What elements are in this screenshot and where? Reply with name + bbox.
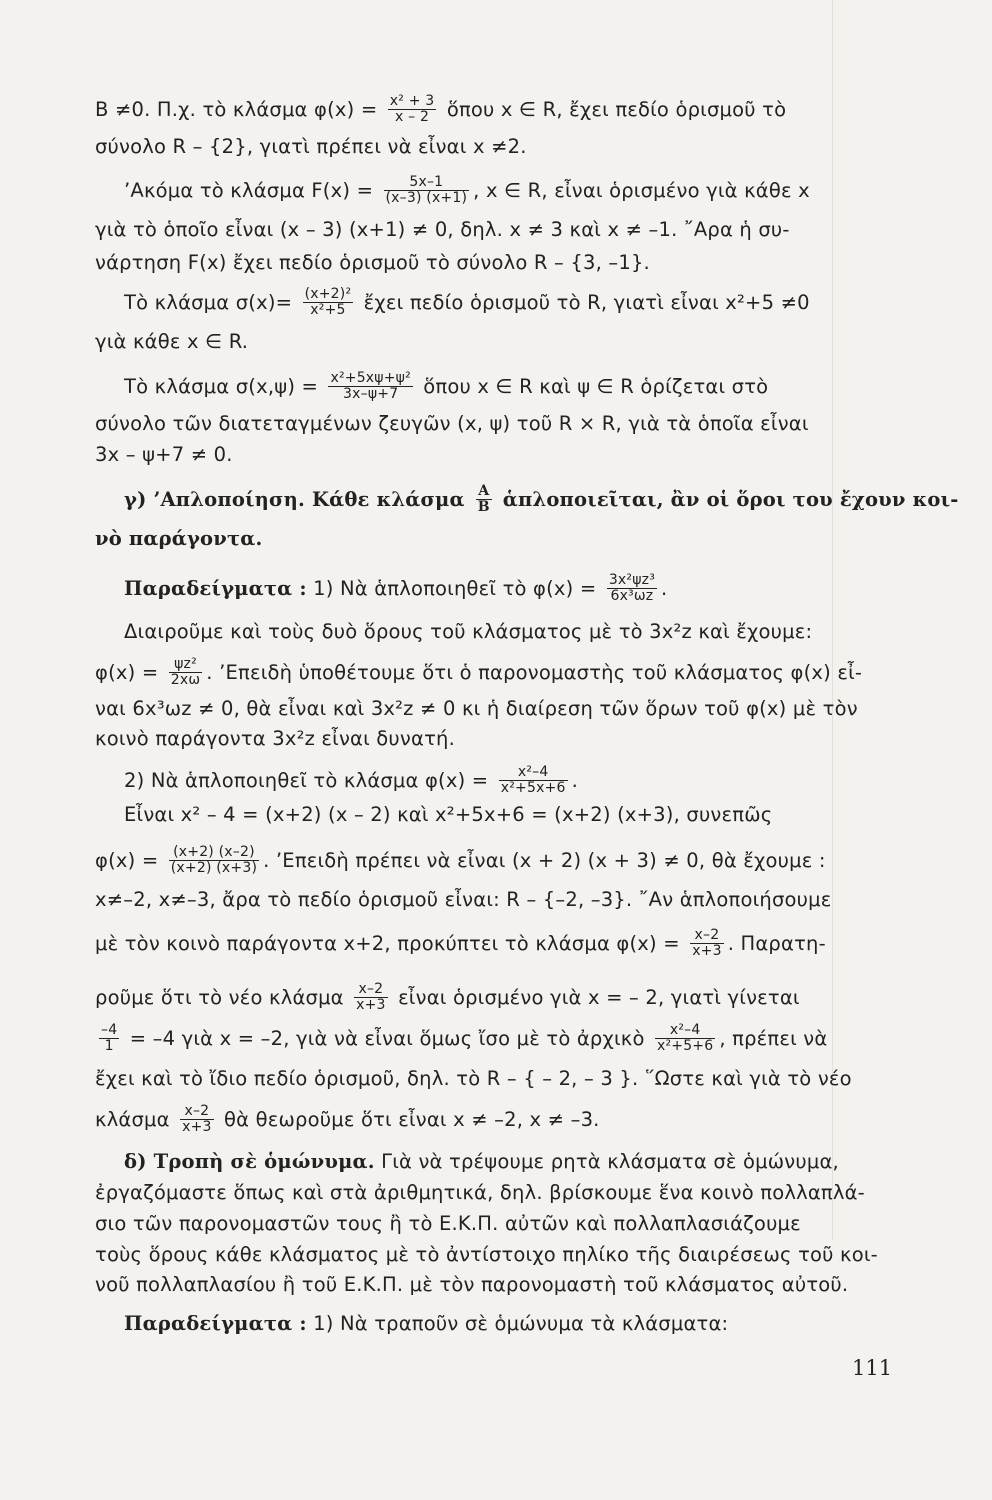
fraction: $\frac{(x+2) (x-2)}{(x+2) (x+3)}$ [170,844,258,876]
fraction: $\frac{\text{(x+2)²}}{\text{x²+5}}$ [304,286,352,318]
fraction: $\frac{A}{B}$ [477,483,490,515]
fraction: $\frac{x-2}{x+3}$ [692,927,722,959]
fraction: $\frac{x-2}{x+3}$ [182,1103,212,1135]
text-line: B ≠0. Π.χ. τὸ κλάσμα φ(x) = $\frac{\text{x² + 3}}{x - 2}$ ὅπου x ∈ R, ἔχει πεδίο ὁρισμοῦ τὸ [95,93,787,125]
text-line: κοινὸ παράγοντα 3x²z εἶναι δυνατή. [95,727,455,750]
text-line: Τὸ κλάσμα σ(x,ψ) = $\frac{\text{x²+5xψ+ψ²}}{3x-\psi+7}$ ὅπου x ∈ R καὶ ψ ∈ R ὁρίζεται στὸ [124,370,769,402]
text-line: νοῦ πολλαπλασίου ἢ τοῦ Ε.Κ.Π. μὲ τὸν παρονομαστὴ τοῦ κλάσματος αὐτοῦ. [95,1273,849,1296]
text-line: Παραδείγματα : 1) Νὰ τραποῦν σὲ ὁμώνυμα τὰ κλάσματα: [124,1312,729,1335]
fraction: $\frac{5x-1}{(x-3) (x+1)}$ [385,174,468,206]
fraction: $\frac{\text{ψz²}}{2x\omega}$ [170,656,201,688]
fraction: $\frac{\text{x²–4}}{\text{x²+5x+6}}$ [500,764,566,796]
text-line: ἔχει καὶ τὸ ἴδιο πεδίο ὁρισμοῦ, δηλ. τὸ R – { – 2, – 3 }. ῞Ωστε καὶ γιὰ τὸ νέο [95,1067,852,1090]
section-heading: νὸ παράγοντα. [95,527,263,550]
text-line: σύνολο R – {2}, γιατὶ πρέπει νὰ εἶναι x ≠2. [95,135,527,158]
text-line: σιο τῶν παρονομαστῶν τους ἢ τὸ Ε.Κ.Π. αὐτῶν καὶ πολλαπλασιάζουμε [95,1212,801,1235]
text-line: Εἶναι x² – 4 = (x+2) (x – 2) καὶ x²+5x+6 = (x+2) (x+3), συνεπῶς [124,803,773,826]
text-line: ροῦμε ὅτι τὸ νέο κλάσμα $\frac{x-2}{x+3}$ εἶναι ὁρισμένο γιὰ x = – 2, γιατὶ γίνεται [95,981,800,1013]
text-line: Παραδείγματα : 1) Νὰ ἁπλοποιηθεῖ τὸ φ(x) = $\frac{\text{3x²ψz³}}{\text{6x³ωz}}$ . [124,572,668,604]
text-line: ἐργαζόμαστε ὅπως καὶ στὰ ἀριθμητικά, δηλ. βρίσκουμε ἕνα κοινὸ πολλαπλά- [95,1181,865,1204]
text-line: γιὰ τὸ ὁποῖο εἶναι (x – 3) (x+1) ≠ 0, δηλ. x ≠ 3 καὶ x ≠ –1. ῎Αρα ἡ συ- [95,218,790,241]
text-line: ναι 6x³ωz ≠ 0, θὰ εἶναι καὶ 3x²z ≠ 0 κι ἡ διαίρεση τῶν ὅρων τοῦ φ(x) μὲ τὸν [95,697,858,720]
fraction: $\frac{\text{x² + 3}}{x - 2}$ [389,93,435,125]
text-line: φ(x) = $\frac{(x+2) (x-2)}{(x+2) (x+3)}$ . ’Επειδὴ πρέπει νὰ εἶναι (x + 2) (x + 3) ≠ 0, θὰ ἔχουμε : [95,844,826,876]
text-line: 2) Νὰ ἁπλοποιηθεῖ τὸ κλάσμα φ(x) = $\frac{\text{x²–4}}{\text{x²+5x+6}}$ . [124,764,579,796]
fraction: $\frac{\text{x²–4}}{\text{x²+5+6}}$ [656,1022,714,1054]
fraction: $\frac{-4}{1}$ [101,1022,118,1054]
text-line: φ(x) = $\frac{\text{ψz²}}{2x\omega}$ . ’Επειδὴ ὑποθέτουμε ὅτι ὁ παρονομαστὴς τοῦ κλάσματος φ(x) εἶ- [95,656,863,688]
text-line: νάρτηση F(x) ἔχει πεδίο ὁρισμοῦ τὸ σύνολο R – {3, –1}. [95,251,650,274]
fraction: $\frac{\text{3x²ψz³}}{\text{6x³ωz}}$ [608,572,656,604]
text-line: x≠–2, x≠–3, ἄρα τὸ πεδίο ὁρισμοῦ εἶναι: R – {–2, –3}. ῎Αν ἁπλοποιήσουμε [95,888,832,911]
text-line: τοὺς ὅρους κάθε κλάσματος μὲ τὸ ἀντίστοιχο πηλίκο τῆς διαιρέσεως τοῦ κοι- [95,1243,878,1266]
fraction: $\frac{\text{x²+5xψ+ψ²}}{3x-\psi+7}$ [330,370,411,402]
text-line: Τὸ κλάσμα σ(x)= $\frac{\text{(x+2)²}}{\text{x²+5}}$ ἔχει πεδίο ὁρισμοῦ τὸ R, γιατὶ εἶναι x²+5 ≠0 [124,286,810,318]
page-number: 111 [852,1356,893,1380]
section-heading: γ) ’Απλοποίηση. Κάθε κλάσμα $\frac{A}{B}$ ἁπλοποιεῖται, ἂν οἱ ὅροι του ἔχουν κοι- [124,483,959,515]
text-line: κλάσμα $\frac{x-2}{x+3}$ θὰ θεωροῦμε ὅτι εἶναι x ≠ –2, x ≠ –3. [95,1103,600,1135]
text-line: $\frac{-4}{1}$ = –4 γιὰ x = –2, γιὰ νὰ εἶναι ὅμως ἴσο μὲ τὸ ἀρχικὸ $\frac{\text{x²–4}}{\text{x²+5+6}}$ , πρέπει νὰ [101,1022,828,1054]
text-line: δ) Τροπὴ σὲ ὁμώνυμα. Γιὰ νὰ τρέψουμε ρητὰ κλάσματα σὲ ὁμώνυμα, [124,1150,839,1173]
text-line: ’Ακόμα τὸ κλάσμα F(x) = $\frac{5x-1}{(x-3) (x+1)}$ , x ∈ R, εἶναι ὁρισμένο γιὰ κάθε x [124,174,810,206]
text-line: μὲ τὸν κοινὸ παράγοντα x+2, προκύπτει τὸ κλάσμα φ(x) = $\frac{x-2}{x+3}$ . Παρατη- [95,927,826,959]
text-line: σύνολο τῶν διατεταγμένων ζευγῶν (x, ψ) τοῦ R × R, γιὰ τὰ ὁποῖα εἶναι [95,412,809,435]
fraction: $\frac{x-2}{x+3}$ [356,981,386,1013]
text-line: 3x – ψ+7 ≠ 0. [95,443,233,466]
text-line: Διαιροῦμε καὶ τοὺς δυὸ ὅρους τοῦ κλάσματος μὲ τὸ 3x²z καὶ ἔχουμε: [124,620,813,643]
text-line: γιὰ κάθε x ∈ R. [95,330,249,353]
